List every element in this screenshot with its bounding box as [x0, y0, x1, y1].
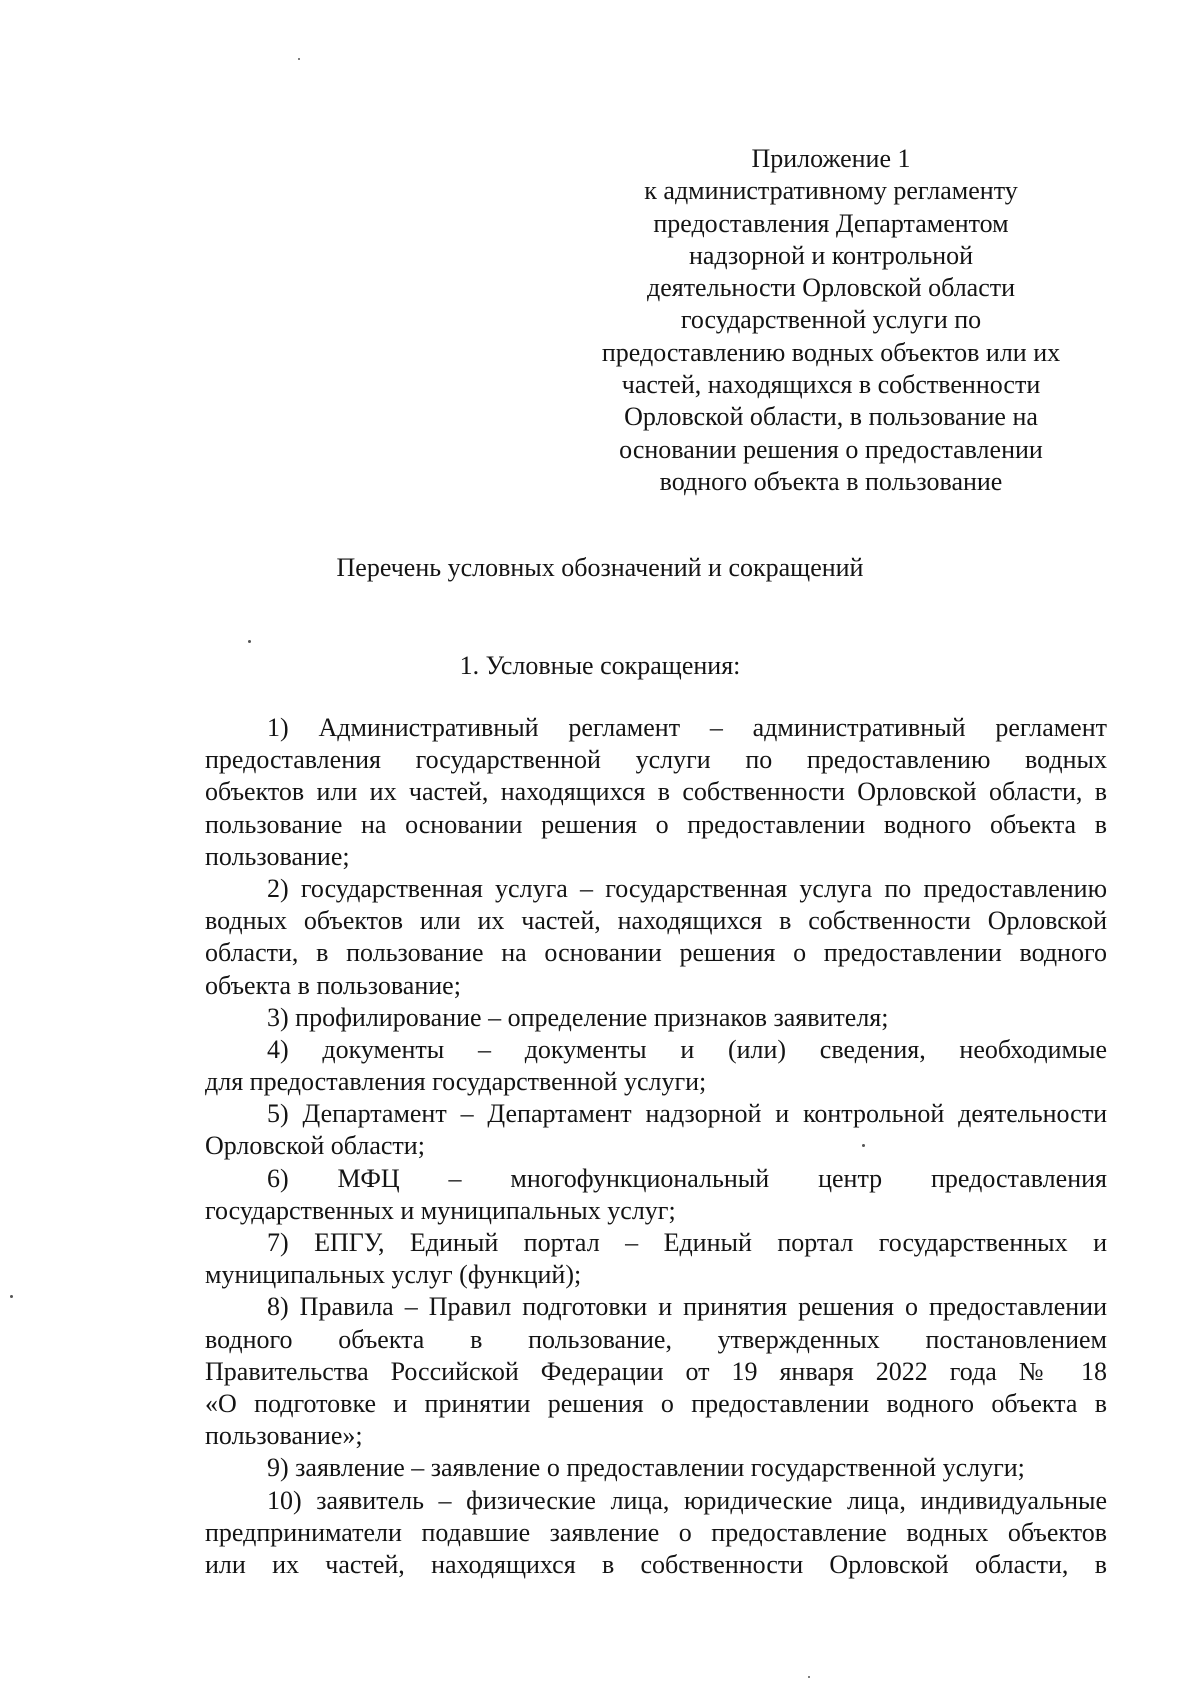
body-line: муниципальных услуг (функций);	[205, 1260, 582, 1290]
body-line: 4) документы – документы и (или) сведения, необходимые	[267, 1034, 1107, 1064]
body-line: водных объектов или их частей, находящихся в собственности Орловской	[205, 906, 1107, 936]
body-line: государственных и муниципальных услуг;	[205, 1195, 676, 1225]
body-line: 8) Правила – Правил подготовки и принятия решения о предоставлении	[267, 1292, 1107, 1322]
appendix-line: предоставления Департаментом	[653, 208, 1009, 238]
body-line: или их частей, находящихся в собственности Орловской области, в	[205, 1549, 1107, 1579]
body-line: 6) МФЦ – многофункциональный центр предоставления	[267, 1163, 1107, 1193]
appendix-line: предоставлению водных объектов или их	[601, 337, 1061, 367]
body-line: объектов или их частей, находящихся в собственности Орловской области, в	[205, 777, 1107, 807]
body-line: 9) заявление – заявление о предоставлении государственной услуги;	[267, 1453, 1025, 1483]
body-line: объекта в пользование;	[205, 970, 461, 1000]
body-line: 2) государственная услуга – государственная услуга по предоставлению	[267, 873, 1107, 903]
appendix-line: водного объекта в пользование	[659, 466, 1003, 496]
appendix-line: Орловской области, в пользование на	[624, 402, 1038, 432]
scan-speck	[808, 1676, 810, 1678]
appendix-line: основании решения о предоставлении	[619, 434, 1043, 464]
appendix-line: частей, находящихся в собственности	[621, 370, 1041, 400]
body-line: водного объекта в пользование, утвержденных постановлением	[205, 1324, 1107, 1354]
body-line: 10) заявитель – физические лица, юридические лица, индивидуальные	[267, 1485, 1107, 1515]
body-line: Правительства Российской Федерации от 19 января 2022 года № 18	[205, 1356, 1107, 1386]
appendix-line: надзорной и контрольной	[688, 240, 974, 270]
scan-speck	[862, 1144, 865, 1147]
appendix-line: деятельности Орловской области	[646, 273, 1016, 303]
body-line: 5) Департамент – Департамент надзорной и контрольной деятельности	[267, 1099, 1107, 1129]
body-line: «О подготовке и принятии решения о предоставлении водного объекта в	[205, 1388, 1107, 1418]
body-line: области, в пользование на основании решения о предоставлении водного	[205, 938, 1107, 968]
body-line: 7) ЕПГУ, Единый портал – Единый портал государственных и	[267, 1228, 1107, 1257]
section-heading: 1. Условные сокращения:	[459, 651, 741, 680]
document-title: Перечень условных обозначений и сокращений	[336, 553, 864, 582]
body-line: пользование;	[205, 841, 350, 871]
body-line: предприниматели подавшие заявление о предоставление водных объектов	[205, 1517, 1107, 1547]
body-line: 1) Административный регламент – административный регламент	[267, 713, 1107, 742]
scan-speck	[248, 640, 251, 643]
scan-speck	[10, 1295, 13, 1298]
body-line: 3) профилирование – определение признаков заявителя;	[267, 1002, 889, 1032]
document-body	[205, 712, 1107, 1581]
body-line: Орловской области;	[205, 1131, 425, 1161]
scan-speck	[298, 58, 300, 60]
body-line: для предоставления государственной услуги;	[205, 1067, 707, 1097]
appendix-line: государственной услуги по	[680, 305, 982, 335]
body-line: пользование»;	[205, 1421, 363, 1451]
body-line: пользование на основании решения о предоставлении водного объекта в	[205, 809, 1107, 839]
appendix-header	[566, 143, 1096, 498]
appendix-line: к административному регламенту	[644, 176, 1018, 206]
appendix-line: Приложение 1	[751, 144, 911, 173]
body-line: предоставления государственной услуги по предоставлению водных	[205, 745, 1107, 775]
